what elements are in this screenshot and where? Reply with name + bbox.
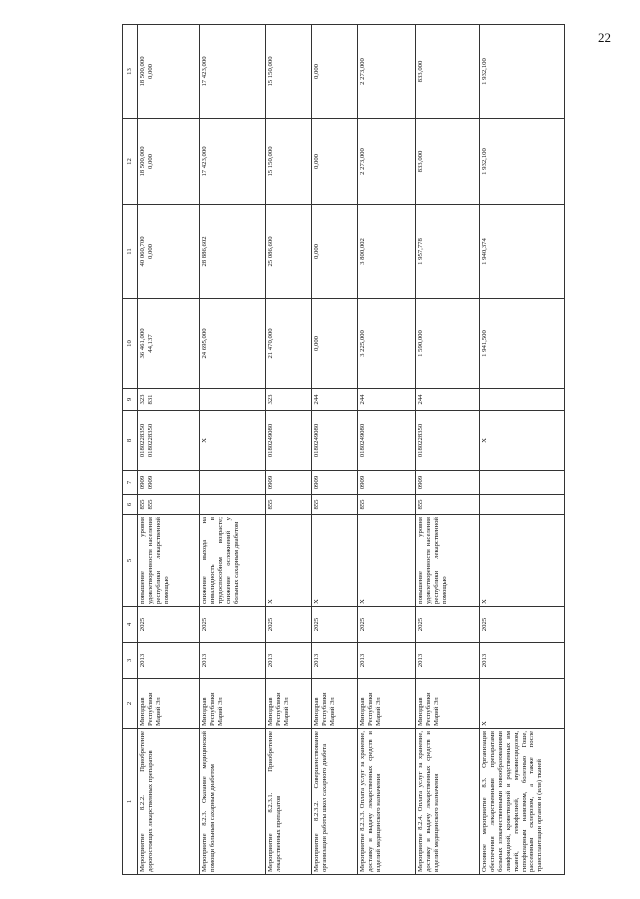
table-cell-col5: X	[480, 515, 565, 607]
table-cell-col6: 855	[416, 495, 480, 515]
table-row	[312, 25, 358, 875]
table-cell-col10: 0,000	[312, 299, 358, 389]
table-cell-col5: X	[312, 515, 358, 607]
table-cell-col12: 1 932,100	[480, 119, 565, 205]
table-cell-col3: 2013	[358, 643, 416, 679]
rotated-table-container	[122, 25, 544, 875]
table-cell-col5: повышение уровня удовлетворенности населения республики лекарственной помощью	[138, 515, 200, 607]
table-cell-col5: X	[266, 515, 312, 607]
table-cell-col10: 1 590,000	[416, 299, 480, 389]
col-header-7: 7	[123, 471, 138, 495]
table-cell-col1: Мероприятие 8.2.2. Приобретение дорогостоящих лекарственных препаратов	[138, 729, 200, 875]
table-cell-col7: 0909	[358, 471, 416, 495]
table-cell-col7	[480, 471, 565, 495]
budget-table	[122, 24, 565, 875]
table-cell-col9: 323 831	[138, 389, 200, 411]
col-header-9: 9	[123, 389, 138, 411]
col-header-11: 11	[123, 205, 138, 299]
table-cell-col8: 0180249080	[266, 411, 312, 471]
table-cell-col11: 1 940,374	[480, 205, 565, 299]
table-cell-col2: Минздрав Республики Марий Эл	[200, 679, 266, 729]
table-cell-col3: 2013	[480, 643, 565, 679]
table-cell-col3: 2013	[138, 643, 200, 679]
table-cell-col13: 833,000	[416, 25, 480, 119]
col-header-4: 4	[123, 607, 138, 643]
table-cell-col9: 244	[312, 389, 358, 411]
table-cell-col2: Минздрав Республики Марий Эл	[312, 679, 358, 729]
table-cell-col13: 15 150,000	[266, 25, 312, 119]
table-cell-col11: 1 957,778	[416, 205, 480, 299]
table-cell-col4: 2025	[358, 607, 416, 643]
table-cell-col4: 2025	[480, 607, 565, 643]
table-cell-col10: 3 225,000	[358, 299, 416, 389]
table-cell-col11: 3 800,002	[358, 205, 416, 299]
table-cell-col10: 21 470,000	[266, 299, 312, 389]
table-cell-col1: Основное мероприятие 8.3. Организация обеспечения лекарственными препаратами больных злокачественными новообразованиями лимфоидной, кроветворной и родственных им тканей, гемофилией, муковисцидозом, гипофизарным нанизмом, болезнью Гоше, рассеянным склерозом, а также после трансплантации органов и (или) тканей	[480, 729, 565, 875]
table-cell-col4: 2025	[200, 607, 266, 643]
table-cell-col10: 36 461,000 44,137	[138, 299, 200, 389]
col-header-3: 3	[123, 643, 138, 679]
table-cell-col13: 2 273,000	[358, 25, 416, 119]
table-cell-col3: 2013	[200, 643, 266, 679]
table-cell-col2: Минздрав Республики Марий Эл	[358, 679, 416, 729]
table-cell-col1: Мероприятие 8.2.3.3. Оплата услуг за хранение, доставку и выдачу лекарственных средств и изделий медицинского назначения	[358, 729, 416, 875]
table-cell-col10: 24 695,000	[200, 299, 266, 389]
col-header-10: 10	[123, 299, 138, 389]
table-cell-col6	[200, 495, 266, 515]
table-cell-col12: 15 150,000	[266, 119, 312, 205]
table-cell-col9: 244	[416, 389, 480, 411]
table-cell-col5: снижение выхода на инвалидность в трудоспособном возрасте; снижение осложнений у больных сахарным диабетом	[200, 515, 266, 607]
table-cell-col4: 2025	[416, 607, 480, 643]
table-cell-col3: 2013	[416, 643, 480, 679]
col-header-2: 2	[123, 679, 138, 729]
table-cell-col2: Минздрав Республики Марий Эл	[416, 679, 480, 729]
table-cell-col6: 855	[312, 495, 358, 515]
page-number: 22	[598, 30, 611, 45]
table-cell-col13: 1 932,100	[480, 25, 565, 119]
table-cell-col7: 0909 0909	[138, 471, 200, 495]
col-header-13: 13	[123, 25, 138, 119]
table-cell-col6	[480, 495, 565, 515]
table-cell-col8: 0180249080	[312, 411, 358, 471]
table-cell-col7: 0909	[312, 471, 358, 495]
table-cell-col8: 0180228350 0180228350	[138, 411, 200, 471]
table-cell-col1: Мероприятие 8.2.3.1. Приобретение лекарственных препаратов	[266, 729, 312, 875]
col-header-5: 5	[123, 515, 138, 607]
table-cell-col8: X	[480, 411, 565, 471]
table-cell-col6: 855	[358, 495, 416, 515]
table-cell-col7: 0909	[266, 471, 312, 495]
table-cell-col7	[200, 471, 266, 495]
table-cell-col4: 2025	[266, 607, 312, 643]
col-header-12: 12	[123, 119, 138, 205]
col-header-8: 8	[123, 411, 138, 471]
table-cell-col1: Мероприятие 8.2.3.2. Совершенствование организации работы школ сахарного диабета	[312, 729, 358, 875]
table-body	[138, 25, 565, 875]
table-cell-col6: 855 855	[138, 495, 200, 515]
col-header-6: 6	[123, 495, 138, 515]
table-cell-col12: 2 273,000	[358, 119, 416, 205]
table-cell-col2: Минздрав Республики Марий Эл	[138, 679, 200, 729]
table-cell-col12: 0,000	[312, 119, 358, 205]
table-cell-col5: повышение уровня удовлетворенности населения республики лекарственной помощью	[416, 515, 480, 607]
table-cell-col6: 855	[266, 495, 312, 515]
table-cell-col8: 0180228350	[416, 411, 480, 471]
table-cell-col8: 0180249080	[358, 411, 416, 471]
table-cell-col11: 25 086,600	[266, 205, 312, 299]
table-cell-col9: 323	[266, 389, 312, 411]
table-row	[200, 25, 266, 875]
table-cell-col7: 0909	[416, 471, 480, 495]
table-cell-col8: X	[200, 411, 266, 471]
table-cell-col12: 17 423,000	[200, 119, 266, 205]
table-row	[416, 25, 480, 875]
table-cell-col4: 2025	[312, 607, 358, 643]
table-cell-col5: X	[358, 515, 416, 607]
table-cell-col12: 18 500,000 0,000	[138, 119, 200, 205]
table-cell-col11: 28 886,602	[200, 205, 266, 299]
table-cell-col9: 244	[358, 389, 416, 411]
table-cell-col9	[480, 389, 565, 411]
table-cell-col11: 0,000	[312, 205, 358, 299]
table-cell-col13: 18 500,000 0,000	[138, 25, 200, 119]
table-cell-col9	[200, 389, 266, 411]
table-cell-col11: 40 060,700 0,000	[138, 205, 200, 299]
table-cell-col10: 1 941,500	[480, 299, 565, 389]
table-cell-col1: Мероприятие 8.2.4. Оплата услуг за хранение, доставку и выдачу лекарственных средств и изделий медицинского назначения	[416, 729, 480, 875]
col-header-1: 1	[123, 729, 138, 875]
header-row	[123, 25, 138, 875]
table-cell-col4: 2025	[138, 607, 200, 643]
table-cell-col3: 2013	[266, 643, 312, 679]
table-cell-col1: Мероприятие 8.2.3. Оказание медицинской помощи больным сахарным диабетом	[200, 729, 266, 875]
table-row	[138, 25, 200, 875]
table-cell-col3: 2013	[312, 643, 358, 679]
table-row	[266, 25, 312, 875]
table-cell-col13: 17 423,000	[200, 25, 266, 119]
table-row	[480, 25, 565, 875]
table-cell-col2: Минздрав Республики Марий Эл	[266, 679, 312, 729]
table-cell-col2: X	[480, 679, 565, 729]
table-cell-col13: 0,000	[312, 25, 358, 119]
table-row	[358, 25, 416, 875]
table-cell-col12: 833,000	[416, 119, 480, 205]
